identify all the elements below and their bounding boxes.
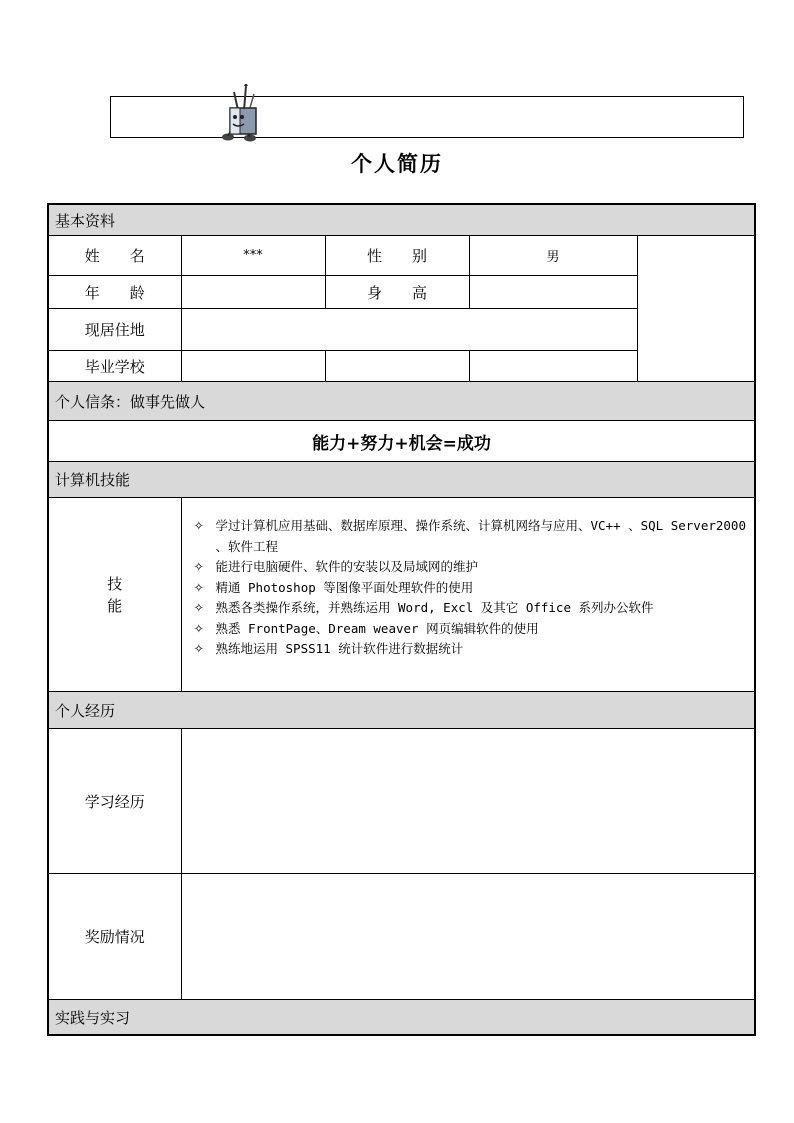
skill-item: ✧ 熟悉 FrontPage、Dream weaver 网页编辑软件的使用	[188, 619, 751, 640]
page-title: 个人简历	[351, 151, 443, 176]
height-value	[469, 276, 637, 309]
school-label: 毕业学校	[48, 351, 181, 382]
pencil-cup-logo-icon	[216, 84, 264, 142]
diamond-bullet-icon: ✧	[193, 641, 204, 656]
skills-list-cell	[181, 498, 755, 692]
skill-item: ✧ 能进行电脑硬件、软件的安装以及局域网的维护	[188, 557, 751, 578]
skill-item: ✧ 熟练地运用 SPSS11 统计软件进行数据统计	[188, 639, 751, 660]
skills-label-line1: 技	[107, 574, 123, 593]
address-value	[181, 309, 637, 351]
diamond-bullet-icon: ✧	[193, 559, 204, 574]
diamond-bullet-icon: ✧	[193, 579, 204, 595]
skills-label-line2: 能	[107, 596, 123, 615]
skill-item: ✧ 精通 Photoshop 等图像平面处理软件的使用	[188, 578, 751, 599]
height-label: 身 高	[325, 276, 469, 309]
school-extra-2	[469, 351, 637, 382]
name-label: 姓 名	[48, 236, 181, 276]
awards-value	[181, 874, 755, 1000]
awards-label: 奖励情况	[48, 874, 181, 1000]
gender-label: 性 别	[325, 236, 469, 276]
school-extra-1	[325, 351, 469, 382]
address-label: 现居住地	[48, 309, 181, 351]
diamond-bullet-icon: ✧	[193, 518, 204, 533]
skill-item: ✧ 熟悉各类操作系统，并熟练运用 Word, Excl 及其它 Office 系列办公软件	[188, 598, 751, 619]
motto-slogan: 能力+努力+机会=成功	[48, 421, 755, 462]
diamond-bullet-icon: ✧	[193, 600, 204, 615]
age-label: 年 龄	[48, 276, 181, 309]
skills-label	[48, 498, 181, 692]
age-value	[181, 276, 325, 309]
section-computer-skills: 计算机技能	[48, 462, 755, 498]
name-value: ***	[181, 236, 325, 276]
section-basic-info: 基本资料	[48, 204, 755, 236]
school-value	[181, 351, 325, 382]
header-box	[110, 96, 744, 138]
study-history-value	[181, 729, 755, 874]
section-motto: 个人信条：做事先做人	[48, 382, 755, 421]
diamond-bullet-icon: ✧	[193, 620, 204, 636]
study-history-label: 学习经历	[48, 729, 181, 874]
resume-table	[47, 203, 756, 1036]
gender-value: 男	[469, 236, 637, 276]
section-personal-experience: 个人经历	[48, 692, 755, 729]
skills-list	[188, 516, 751, 660]
skill-item: ✧ 学过计算机应用基础、数据库原理、操作系统、计算机网络与应用、VC++ 、SQL Server2000 、软件工程	[193, 518, 746, 554]
section-practice-internship: 实践与实习	[48, 1000, 755, 1036]
photo-area	[637, 236, 755, 382]
